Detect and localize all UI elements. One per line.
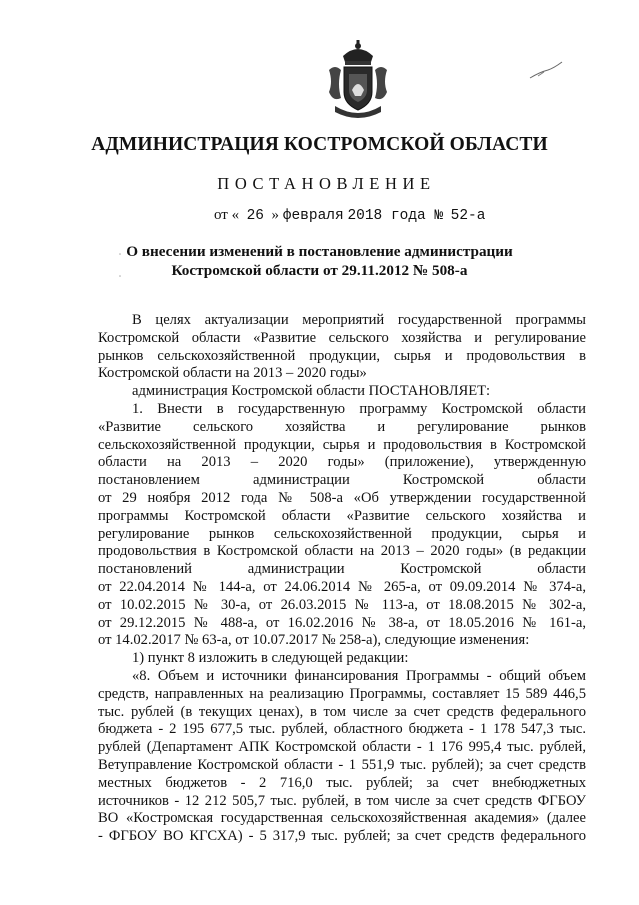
date-day: 26 [246,208,265,224]
text-line: «Развитие сельского хозяйства и регулирование рынков [98,418,586,435]
heading-line-2: Костромской области от 29.11.2012 № 508-а [171,262,468,279]
paragraph-financing [98,668,586,846]
text-line: Ветуправление Костромской области - 1 551,9 тыс. рублей); за счет средств [98,756,586,773]
document-heading [0,242,639,280]
text-line: ВО «Костромская государственная сельскохозяйственная академия» (далее [98,810,586,827]
text-line: местных бюджетов - 2 716,0 тыс. рублей; за счет внебюджетных [98,774,586,791]
text-line: постановлением администрации Костромской области [98,472,586,489]
text-line: «8. Объем и источники финансирования Программы - общий объем [132,667,586,684]
handwritten-mark [528,58,564,82]
date-prefix: от « [214,207,240,223]
text-line: Костромской области «Развитие сельского хозяйства и регулирование [98,329,586,346]
text-line: регулирование рынков сельскохозяйственной продукции, сырья и [98,525,586,542]
text-line: сельскохозяйственной продукции, сырья и продовольствия в Костромской [98,436,586,453]
text-line: 1. Внести в государственную программу Костромской области [132,400,586,417]
paragraph-subitem-1 [98,650,586,668]
document-date-line [214,207,485,224]
text-line: В целях актуализации мероприятий государственной программы [132,312,586,328]
text-line: области на 2013 – 2020 годы» (приложение), утвержденную [98,454,586,471]
text-line: от 10.02.2015 № 30-а, от 26.03.2015 № 113-а, от 18.08.2015 № 302-а, [98,596,586,613]
text-line: администрация Костромской области ПОСТАНОВЛЯЕТ: [132,383,491,400]
paragraph-resolves [98,383,586,401]
text-line: от 29.12.2015 № 488-а, от 16.02.2016 № 38-а, от 18.05.2016 № 161-а, [98,614,586,631]
text-line: от 14.02.2017 № 63-а, от 10.07.2017 № 258-а), следующие изменения: [98,632,530,649]
date-month: февраля [282,208,344,224]
text-line: продовольствия в Костромской области на 2013 – 2020 годы» (в редакции [98,543,586,560]
paragraph-preamble [98,312,586,383]
coat-of-arms-emblem [325,40,391,120]
heading-line-1: О внесении изменений в постановление администрации [126,243,513,260]
date-mid: » [271,207,280,223]
text-line: 1) пункт 8 изложить в следующей редакции: [132,650,409,667]
text-line: бюджета - 2 195 677,5 тыс. рублей, областного бюджета - 1 178 547,3 тыс. [98,721,586,738]
text-line: рынков сельскохозяйственной продукции, сырья и продовольствия в [98,347,586,364]
text-line: - ФГБОУ ВО КГСХА) - 5 317,9 тыс. рублей; за счет средств федерального [98,828,586,845]
text-line: постановлений администрации Костромской области [98,561,586,578]
document-number: 52-а [450,208,486,224]
text-line: средств, направленных на реализацию Программы, составляет 15 589 446,5 [98,685,586,702]
text-line: программы Костромской области «Развитие сельского хозяйства и [98,507,586,524]
organization-title: АДМИНИСТРАЦИЯ КОСТРОМСКОЙ ОБЛАСТИ [91,134,548,155]
document-body [98,312,586,846]
text-line: от 22.04.2014 № 144-а, от 24.06.2014 № 265-а, от 09.09.2014 № 374-а, [98,578,586,595]
text-line: рублей (Департамент АПК Костромской области - 1 176 995,4 тыс. рублей, [98,739,586,756]
text-line: источников - 12 212 505,7 тыс. рублей, в том числе за счет средств ФГБОУ [98,792,586,809]
text-line: Костромской области на 2013 – 2020 годы» [98,365,367,382]
document-type: ПОСТАНОВЛЕНИЕ [217,174,436,193]
text-line: от 29 ноября 2012 года № 508-а «Об утверждении государственной [98,489,586,506]
paragraph-item-1 [98,401,586,650]
text-line: тыс. рублей (в текущих ценах), в том числе за счет средств федерального [98,703,586,720]
date-year: 2018 года № [347,208,444,224]
